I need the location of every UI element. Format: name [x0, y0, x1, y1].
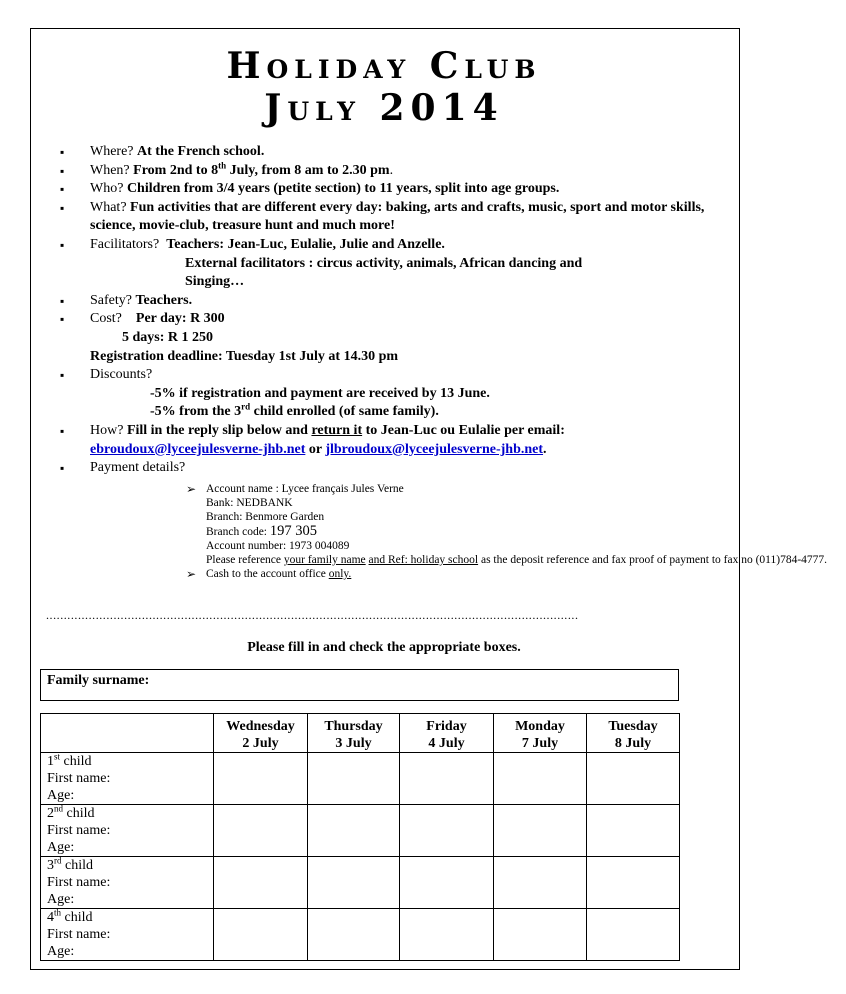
checkbox-cell[interactable]	[400, 909, 494, 961]
day-header-tuesday: Tuesday 8 July	[587, 714, 680, 753]
table-row	[41, 805, 680, 857]
title-line-1: Holiday Club	[226, 45, 542, 87]
checkbox-cell[interactable]	[587, 805, 680, 857]
table-header-row	[41, 714, 680, 753]
registration-table	[40, 713, 680, 961]
info-list	[60, 143, 720, 478]
info-where: ▪ Where? At the French school.	[60, 143, 720, 162]
external-facilitators-cont: Singing…	[185, 274, 245, 290]
discount-2: -5% from the 3rd child enrolled (of same family).	[150, 401, 439, 420]
info-when: ▪ When? From 2nd to 8th July, from 8 am to 2.30 pm.	[60, 162, 720, 181]
checkbox-cell[interactable]	[308, 753, 400, 805]
checkbox-cell[interactable]	[214, 909, 308, 961]
cut-line: ......................................................................................................................................................	[46, 608, 579, 622]
info-payment: ▪ Payment details?	[60, 459, 720, 478]
checkbox-cell[interactable]	[494, 805, 587, 857]
info-safety: ▪ Safety? Teachers.	[60, 292, 720, 311]
checkbox-cell[interactable]	[214, 805, 308, 857]
external-facilitators: External facilitators : circus activity, animals, African dancing and	[185, 255, 583, 271]
checkbox-cell[interactable]	[587, 753, 680, 805]
child-1-info: 1st child First name: Age:	[41, 753, 214, 805]
checkbox-cell[interactable]	[400, 857, 494, 909]
info-discounts: ▪ Discounts? -5% if registration and payment are received by 13 June. -5% from the 3rd child enrolled (of same family).	[60, 366, 720, 422]
day-header-wednesday: Wednesday 2 July	[214, 714, 308, 753]
checkbox-cell[interactable]	[308, 909, 400, 961]
payment-bank-info: ➢ Account name : Lycee français Jules Verne Bank: NEDBANK Branch: Benmore Garden Branch code: 197 305 Account number: 1973 004089 Please reference your family name and Ref: holiday school as the deposit reference and fax proof of payment to fax no (011)784-4777.	[186, 482, 846, 567]
family-surname-field[interactable]	[40, 669, 679, 701]
day-header-thursday: Thursday 3 July	[308, 714, 400, 753]
table-row	[41, 857, 680, 909]
cost-5-days: 5 days: R 1 250	[122, 329, 214, 345]
info-facilitators: ▪ Facilitators? Teachers: Jean-Luc, Eulalie, Julie and Anzelle. External facilitators : circus activity, animals, African dancing and Singing…	[60, 236, 720, 292]
info-how: ▪ How? Fill in the reply slip below and return it to Jean-Luc ou Eulalie per email: ebroudoux@lyceejulesverne-jhb.net or jlbroudoux@lyceejulesverne-jhb.net.	[60, 422, 720, 459]
table-row	[41, 909, 680, 961]
checkbox-cell[interactable]	[587, 857, 680, 909]
email-link-2[interactable]: jlbroudoux@lyceejulesverne-jhb.net	[325, 441, 544, 457]
title-line-2: July 2014	[264, 87, 504, 129]
checkbox-cell[interactable]	[214, 857, 308, 909]
child-4-info: 4th child First name: Age:	[41, 909, 214, 961]
registration-deadline: Registration deadline: Tuesday 1st July at 14.30 pm	[90, 348, 399, 364]
checkbox-cell[interactable]	[587, 909, 680, 961]
info-who: ▪ Who? Children from 3/4 years (petite section) to 11 years, split into age groups.	[60, 180, 720, 199]
payment-details	[58, 482, 846, 581]
checkbox-cell[interactable]	[214, 753, 308, 805]
header-blank-cell	[41, 714, 214, 753]
table-row	[41, 753, 680, 805]
info-cost: ▪ Cost? Per day: R 300 5 days: R 1 250 Registration deadline: Tuesday 1st July at 14.30 pm	[60, 310, 720, 366]
family-surname-label: Family surname:	[47, 673, 150, 688]
checkbox-cell[interactable]	[494, 909, 587, 961]
discount-1: -5% if registration and payment are received by 13 June.	[150, 385, 490, 401]
child-2-info: 2nd child First name: Age:	[41, 805, 214, 857]
checkbox-cell[interactable]	[400, 805, 494, 857]
slip-instruction: Please fill in and check the appropriate boxes.	[247, 640, 521, 655]
checkbox-cell[interactable]	[308, 857, 400, 909]
email-link-1[interactable]: ebroudoux@lyceejulesverne-jhb.net	[90, 441, 306, 457]
day-header-monday: Monday 7 July	[494, 714, 587, 753]
checkbox-cell[interactable]	[308, 805, 400, 857]
checkbox-cell[interactable]	[494, 753, 587, 805]
info-what: ▪ What? Fun activities that are different every day: baking, arts and crafts, music, sport and motor skills, science, movie-club, treasure hunt and much more!	[60, 199, 720, 236]
child-3-info: 3rd child First name: Age:	[41, 857, 214, 909]
checkbox-cell[interactable]	[494, 857, 587, 909]
day-header-friday: Friday 4 July	[400, 714, 494, 753]
checkbox-cell[interactable]	[400, 753, 494, 805]
payment-cash: ➢ Cash to the account office only.	[186, 567, 846, 581]
